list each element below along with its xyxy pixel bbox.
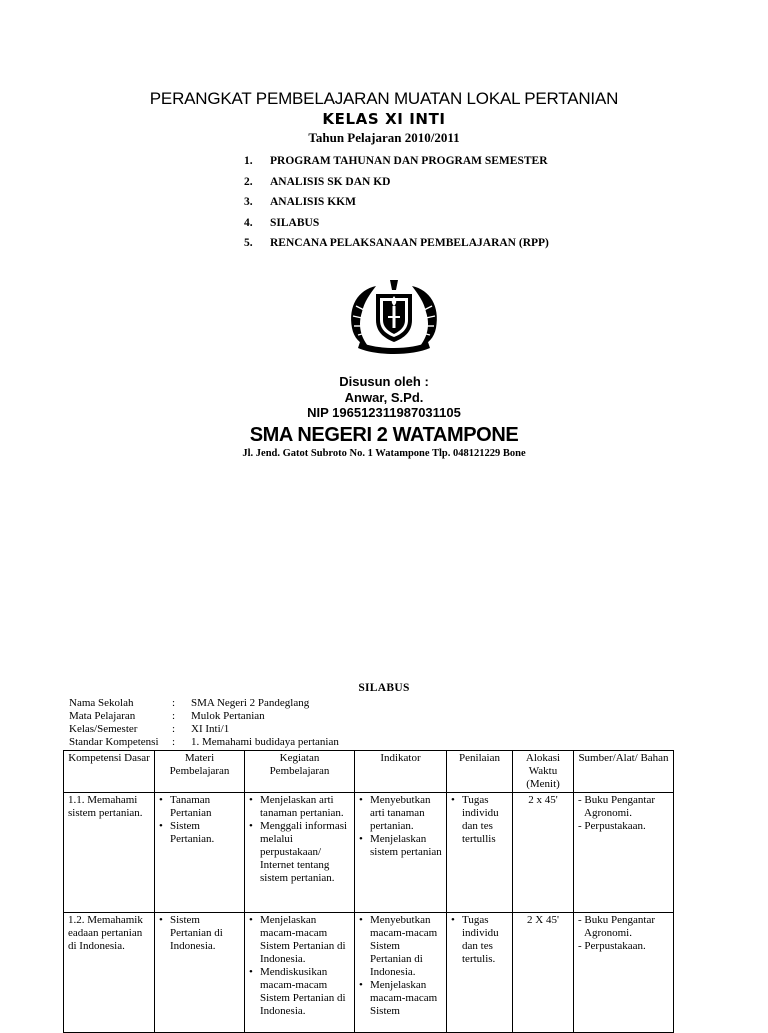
column-header: Alokasi Waktu (Menit) xyxy=(513,751,574,793)
meta-value: 1. Memahami budidaya pertanian xyxy=(191,736,339,748)
contents-item-number: 3. xyxy=(244,196,253,208)
table-cell xyxy=(355,913,447,1033)
meta-label: Kelas/Semester xyxy=(69,723,138,735)
document-title: PERANGKAT PEMBELAJARAN MUATAN LOKAL PERTANIAN xyxy=(149,89,619,108)
meta-value: SMA Negeri 2 Pandeglang xyxy=(191,697,310,709)
school-address: Jl. Jend. Gatot Subroto No. 1 Watampone Tlp. 048121229 Bone xyxy=(242,448,526,459)
list-item: - Buku Pengantar Agronomi. xyxy=(578,794,655,819)
cell-list xyxy=(159,914,240,953)
list-item: - Perpustakaan. xyxy=(578,940,646,952)
table-cell: 1.1. Memahami sistem pertanian. xyxy=(64,793,155,913)
table-cell xyxy=(574,913,674,1033)
meta-label: Standar Kompetensi xyxy=(69,736,159,748)
meta-label: Mata Pelajaran xyxy=(69,710,136,722)
table-row xyxy=(64,793,674,913)
cell-list xyxy=(249,914,350,1018)
table-cell xyxy=(447,913,513,1033)
school-name: SMA NEGERI 2 WATAMPONE xyxy=(249,424,519,446)
cell-list xyxy=(578,794,669,833)
school-emblem-icon xyxy=(346,276,442,356)
list-item: • Menyebutkan macam-macam Sistem Pertanian di Indonesia. xyxy=(359,914,442,979)
contents-item-text: RENCANA PELAKSANAAN PEMBELAJARAN (RPP) xyxy=(270,237,549,249)
column-header: Kegiatan Pembelajaran xyxy=(245,751,355,793)
contents-item-number: 1. xyxy=(244,155,253,167)
column-header: Indikator xyxy=(355,751,447,793)
table-header-row xyxy=(64,751,674,793)
table-cell: 1.2. Memahamik eadaan pertanian di Indonesia. xyxy=(64,913,155,1033)
list-item: • Tugas individu dan tes tertulis. xyxy=(451,914,508,966)
list-item: • Sistem Pertanian di Indonesia. xyxy=(159,914,240,953)
column-header: Materi Pembelajaran xyxy=(155,751,245,793)
list-item: • Menjelaskan arti tanaman pertanian. xyxy=(249,794,350,820)
contents-item-text: ANALISIS KKM xyxy=(270,196,356,208)
contents-item-number: 5. xyxy=(244,237,253,249)
list-item: • Menjelaskan macam-macam Sistem xyxy=(359,979,442,1018)
table-row xyxy=(64,913,674,1033)
column-header: Kompetensi Dasar xyxy=(64,751,155,793)
silabus-title: SILABUS xyxy=(358,682,410,694)
table-cell: 2 x 45' xyxy=(513,793,574,913)
list-item: • Menggali informasi melalui perpustakaan/ Internet tentang sistem pertanian. xyxy=(249,820,350,885)
column-header: Penilaian xyxy=(447,751,513,793)
list-item: - Buku Pengantar Agronomi. xyxy=(578,914,655,939)
cell-list xyxy=(578,914,669,953)
table-cell xyxy=(155,913,245,1033)
list-item: - Perpustakaan. xyxy=(578,820,646,832)
cell-list xyxy=(451,794,508,846)
list-item: • Tugas individu dan tes tertullis xyxy=(451,794,508,846)
cell-list xyxy=(159,794,240,846)
author-nip: NIP 196512311987031105 xyxy=(307,405,461,420)
author-caption: Disusun oleh : xyxy=(339,374,429,389)
list-item: • Mendiskusikan macam-macam Sistem Pertanian di Indonesia. xyxy=(249,966,350,1018)
contents-item-text: SILABUS xyxy=(270,216,320,229)
table-cell xyxy=(155,793,245,913)
table-cell xyxy=(245,913,355,1033)
table-cell xyxy=(245,793,355,913)
class-title: KELAS XI INTI xyxy=(322,110,446,128)
table-cell xyxy=(447,793,513,913)
cell-list xyxy=(359,794,442,859)
meta-separator: : xyxy=(172,723,176,735)
cell-list xyxy=(249,794,350,885)
meta-separator: : xyxy=(172,697,176,709)
meta-separator: : xyxy=(172,710,176,722)
contents-item-text: PROGRAM TAHUNAN DAN PROGRAM SEMESTER xyxy=(270,155,548,167)
school-year: Tahun Pelajaran 2010/2011 xyxy=(308,130,460,145)
author-name: Anwar, S.Pd. xyxy=(344,390,424,405)
meta-separator: : xyxy=(172,736,176,748)
meta-value: XI Inti/1 xyxy=(191,723,230,735)
list-item: • Tanaman Pertanian xyxy=(159,794,240,820)
table-cell: 2 X 45' xyxy=(513,913,574,1033)
contents-item-number: 4. xyxy=(244,216,253,229)
contents-item-number: 2. xyxy=(244,175,253,188)
meta-value: Mulok Pertanian xyxy=(191,710,265,722)
cell-list xyxy=(359,914,442,1018)
table-cell xyxy=(355,793,447,913)
list-item: • Sistem Pertanian. xyxy=(159,820,240,846)
list-item: • Menjelaskan macam-macam Sistem Pertanian di Indonesia. xyxy=(249,914,350,966)
contents-item-text: ANALISIS SK DAN KD xyxy=(270,175,391,188)
column-header: Sumber/Alat/ Bahan xyxy=(574,751,674,793)
list-item: • Menjelaskan sistem pertanian xyxy=(359,833,442,859)
silabus-table xyxy=(63,750,674,1033)
meta-label: Nama Sekolah xyxy=(69,697,134,709)
list-item: • Menyebutkan arti tanaman pertanian. xyxy=(359,794,442,833)
table-cell xyxy=(574,793,674,913)
cell-list xyxy=(451,914,508,966)
